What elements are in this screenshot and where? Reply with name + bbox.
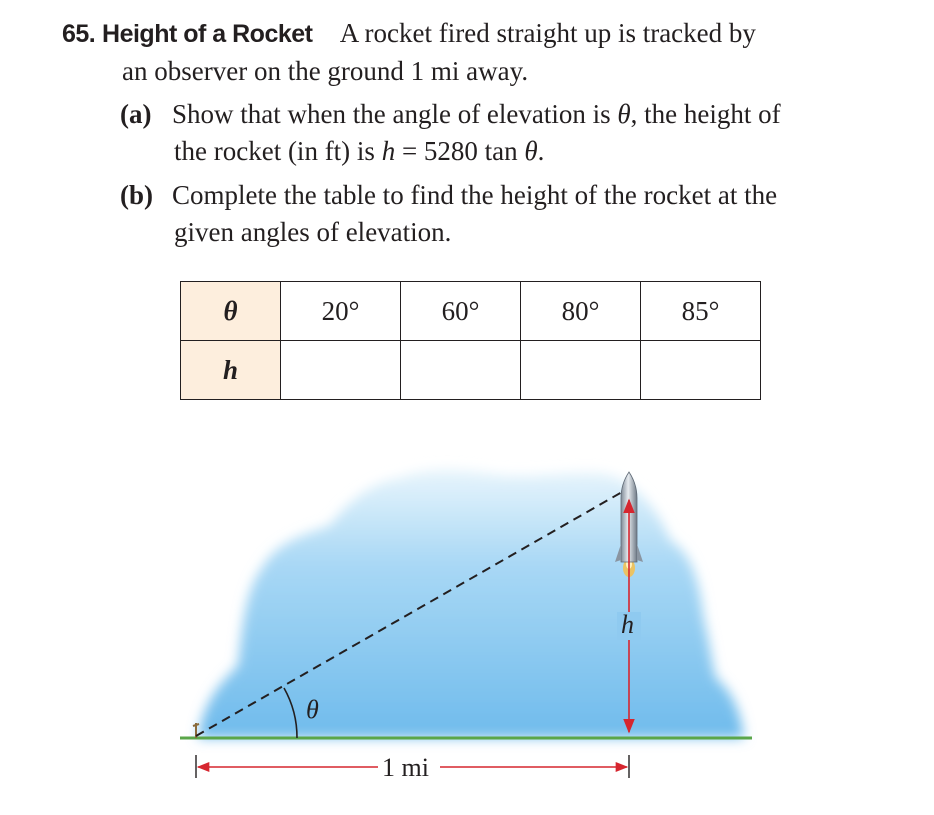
- part-b-line1: Complete the table to find the height of the rocket at the: [172, 180, 778, 210]
- table-height-cell[interactable]: [281, 341, 401, 400]
- height-table: [180, 281, 761, 400]
- part-a-label: (a): [120, 99, 152, 129]
- part-a-line2-post: .: [537, 136, 545, 166]
- table-angle-cell: 20°: [281, 282, 401, 341]
- problem-heading-line: [62, 14, 756, 53]
- table-height-cell[interactable]: [401, 341, 521, 400]
- table-height-cell[interactable]: [641, 341, 761, 400]
- table-header-theta: θ: [181, 282, 281, 341]
- part-a-line1-pre: Show that when the angle of elevation is: [172, 99, 618, 129]
- table-header-h: h: [181, 341, 281, 400]
- part-b: [120, 176, 777, 214]
- part-a: [120, 95, 781, 133]
- part-a-line2: [174, 132, 544, 170]
- problem-number: 65.: [62, 20, 96, 48]
- table-angle-cell: 85°: [641, 282, 761, 341]
- table-row-h: [181, 341, 761, 400]
- sky-cloud: [198, 470, 744, 738]
- table-row-theta: [181, 282, 761, 341]
- table-angle-cell: 80°: [521, 282, 641, 341]
- part-a-theta2: θ: [524, 136, 538, 166]
- part-b-label: (b): [120, 180, 153, 210]
- height-label: h: [621, 610, 634, 639]
- table-height-cell[interactable]: [521, 341, 641, 400]
- problem-intro-line2: an observer on the ground 1 mi away.: [122, 56, 529, 86]
- problem-title: Height of a Rocket: [102, 20, 313, 48]
- rocket-diagram: [0, 440, 934, 815]
- part-a-theta: θ: [617, 99, 631, 129]
- distance-label: 1 mi: [382, 753, 429, 782]
- part-a-line2-pre: the rocket (in ft) is: [174, 136, 382, 166]
- part-b-line2: given angles of elevation.: [174, 217, 452, 247]
- angle-label: θ: [306, 695, 319, 724]
- part-a-equation: = 5280 tan: [395, 136, 525, 166]
- problem-intro-line1: A rocket fired straight up is tracked by: [339, 18, 756, 48]
- table-angle-cell: 60°: [401, 282, 521, 341]
- part-a-line1-post: , the height of: [630, 99, 781, 129]
- part-a-h: h: [381, 136, 396, 166]
